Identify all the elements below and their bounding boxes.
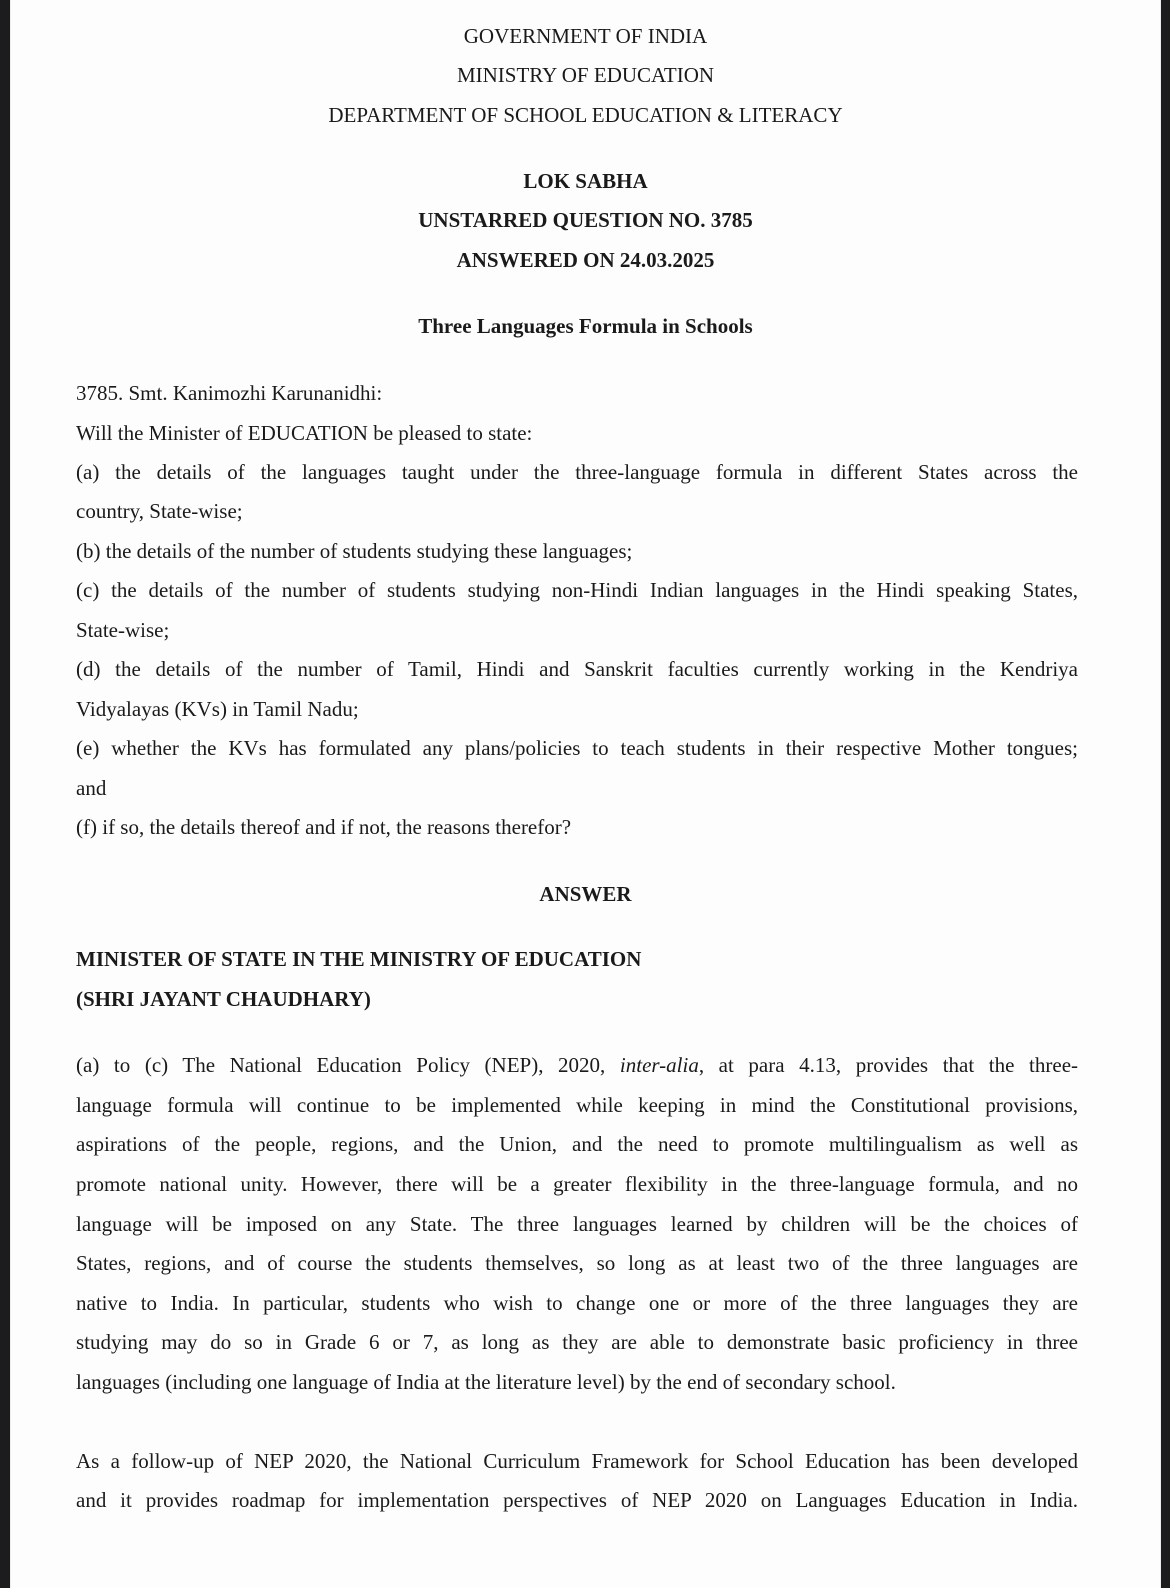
answer-para1-line: language will be imposed on any State. The three languages learned by children will be the choices of bbox=[76, 1212, 1078, 1236]
answer-para1-line: aspirations of the people, regions, and the Union, and the need to promote multilingualism as well as bbox=[76, 1132, 1078, 1156]
document-page bbox=[10, 0, 1161, 1588]
header-ministry: MINISTRY OF EDUCATION bbox=[456, 63, 715, 87]
question-part-f: (f) if so, the details thereof and if not, the reasons therefor? bbox=[76, 815, 572, 839]
question-part-c: (c) the details of the number of students studying non-Hindi Indian languages in the Hindi speaking States, bbox=[76, 578, 1078, 602]
answered-date: ANSWERED ON 24.03.2025 bbox=[456, 248, 715, 272]
question-part-e-cont: and bbox=[76, 776, 107, 800]
answer-para1-line: promote national unity. However, there will be a greater flexibility in the three-language formula, and no bbox=[76, 1172, 1078, 1196]
minister-name: (SHRI JAYANT CHAUDHARY) bbox=[76, 987, 371, 1011]
answer-para1-line: language formula will continue to be implemented while keeping in mind the Constitutional provisions, bbox=[76, 1093, 1078, 1117]
answer-para1-line: languages (including one language of India at the literature level) by the end of secondary school. bbox=[76, 1370, 896, 1394]
answer-para1-line: native to India. In particular, students who wish to change one or more of the three languages they are bbox=[76, 1291, 1078, 1315]
question-number: UNSTARRED QUESTION NO. 3785 bbox=[418, 208, 753, 232]
question-part-a-cont: country, State-wise; bbox=[76, 499, 243, 523]
inter-alia-italic: inter-alia bbox=[619, 1053, 699, 1077]
question-intro: Will the Minister of EDUCATION be pleased to state: bbox=[76, 421, 533, 445]
minister-title: MINISTER OF STATE IN THE MINISTRY OF EDUCATION bbox=[76, 947, 642, 971]
house-title: LOK SABHA bbox=[523, 169, 648, 193]
question-part-e: (e) whether the KVs has formulated any plans/policies to teach students in their respective Mother tongues; bbox=[76, 736, 1078, 760]
question-part-b: (b) the details of the number of students studying these languages; bbox=[76, 539, 633, 563]
question-part-d: (d) the details of the number of Tamil, Hindi and Sanskrit faculties currently working in the Kendriya bbox=[76, 657, 1078, 681]
header-department: DEPARTMENT OF SCHOOL EDUCATION & LITERACY bbox=[328, 103, 843, 127]
question-subject: Three Languages Formula in Schools bbox=[418, 314, 753, 338]
question-part-a: (a) the details of the languages taught under the three-language formula in different States across the bbox=[76, 460, 1078, 484]
answer-para1-line: studying may do so in Grade 6 or 7, as long as they are able to demonstrate basic proficiency in three bbox=[76, 1330, 1078, 1354]
question-part-c-cont: State-wise; bbox=[76, 618, 170, 642]
answer-para1-text: , at para 4.13, provides that the three- bbox=[698, 1053, 1079, 1077]
answer-heading: ANSWER bbox=[539, 882, 632, 906]
questioner: 3785. Smt. Kanimozhi Karunanidhi: bbox=[76, 381, 383, 405]
answer-para1-text: (a) to (c) The National Education Policy (NEP), 2020, bbox=[76, 1053, 620, 1077]
question-part-d-cont: Vidyalayas (KVs) in Tamil Nadu; bbox=[76, 697, 359, 721]
answer-para2-line: As a follow-up of NEP 2020, the National Curriculum Framework for School Education has been developed bbox=[76, 1449, 1078, 1473]
answer-para1-line1 bbox=[76, 1053, 1078, 1077]
answer-para2-line: and it provides roadmap for implementation perspectives of NEP 2020 on Languages Education in India. bbox=[76, 1488, 1078, 1512]
answer-para1-line: States, regions, and of course the students themselves, so long as at least two of the three languages are bbox=[76, 1251, 1078, 1275]
header-government: GOVERNMENT OF INDIA bbox=[463, 24, 708, 48]
